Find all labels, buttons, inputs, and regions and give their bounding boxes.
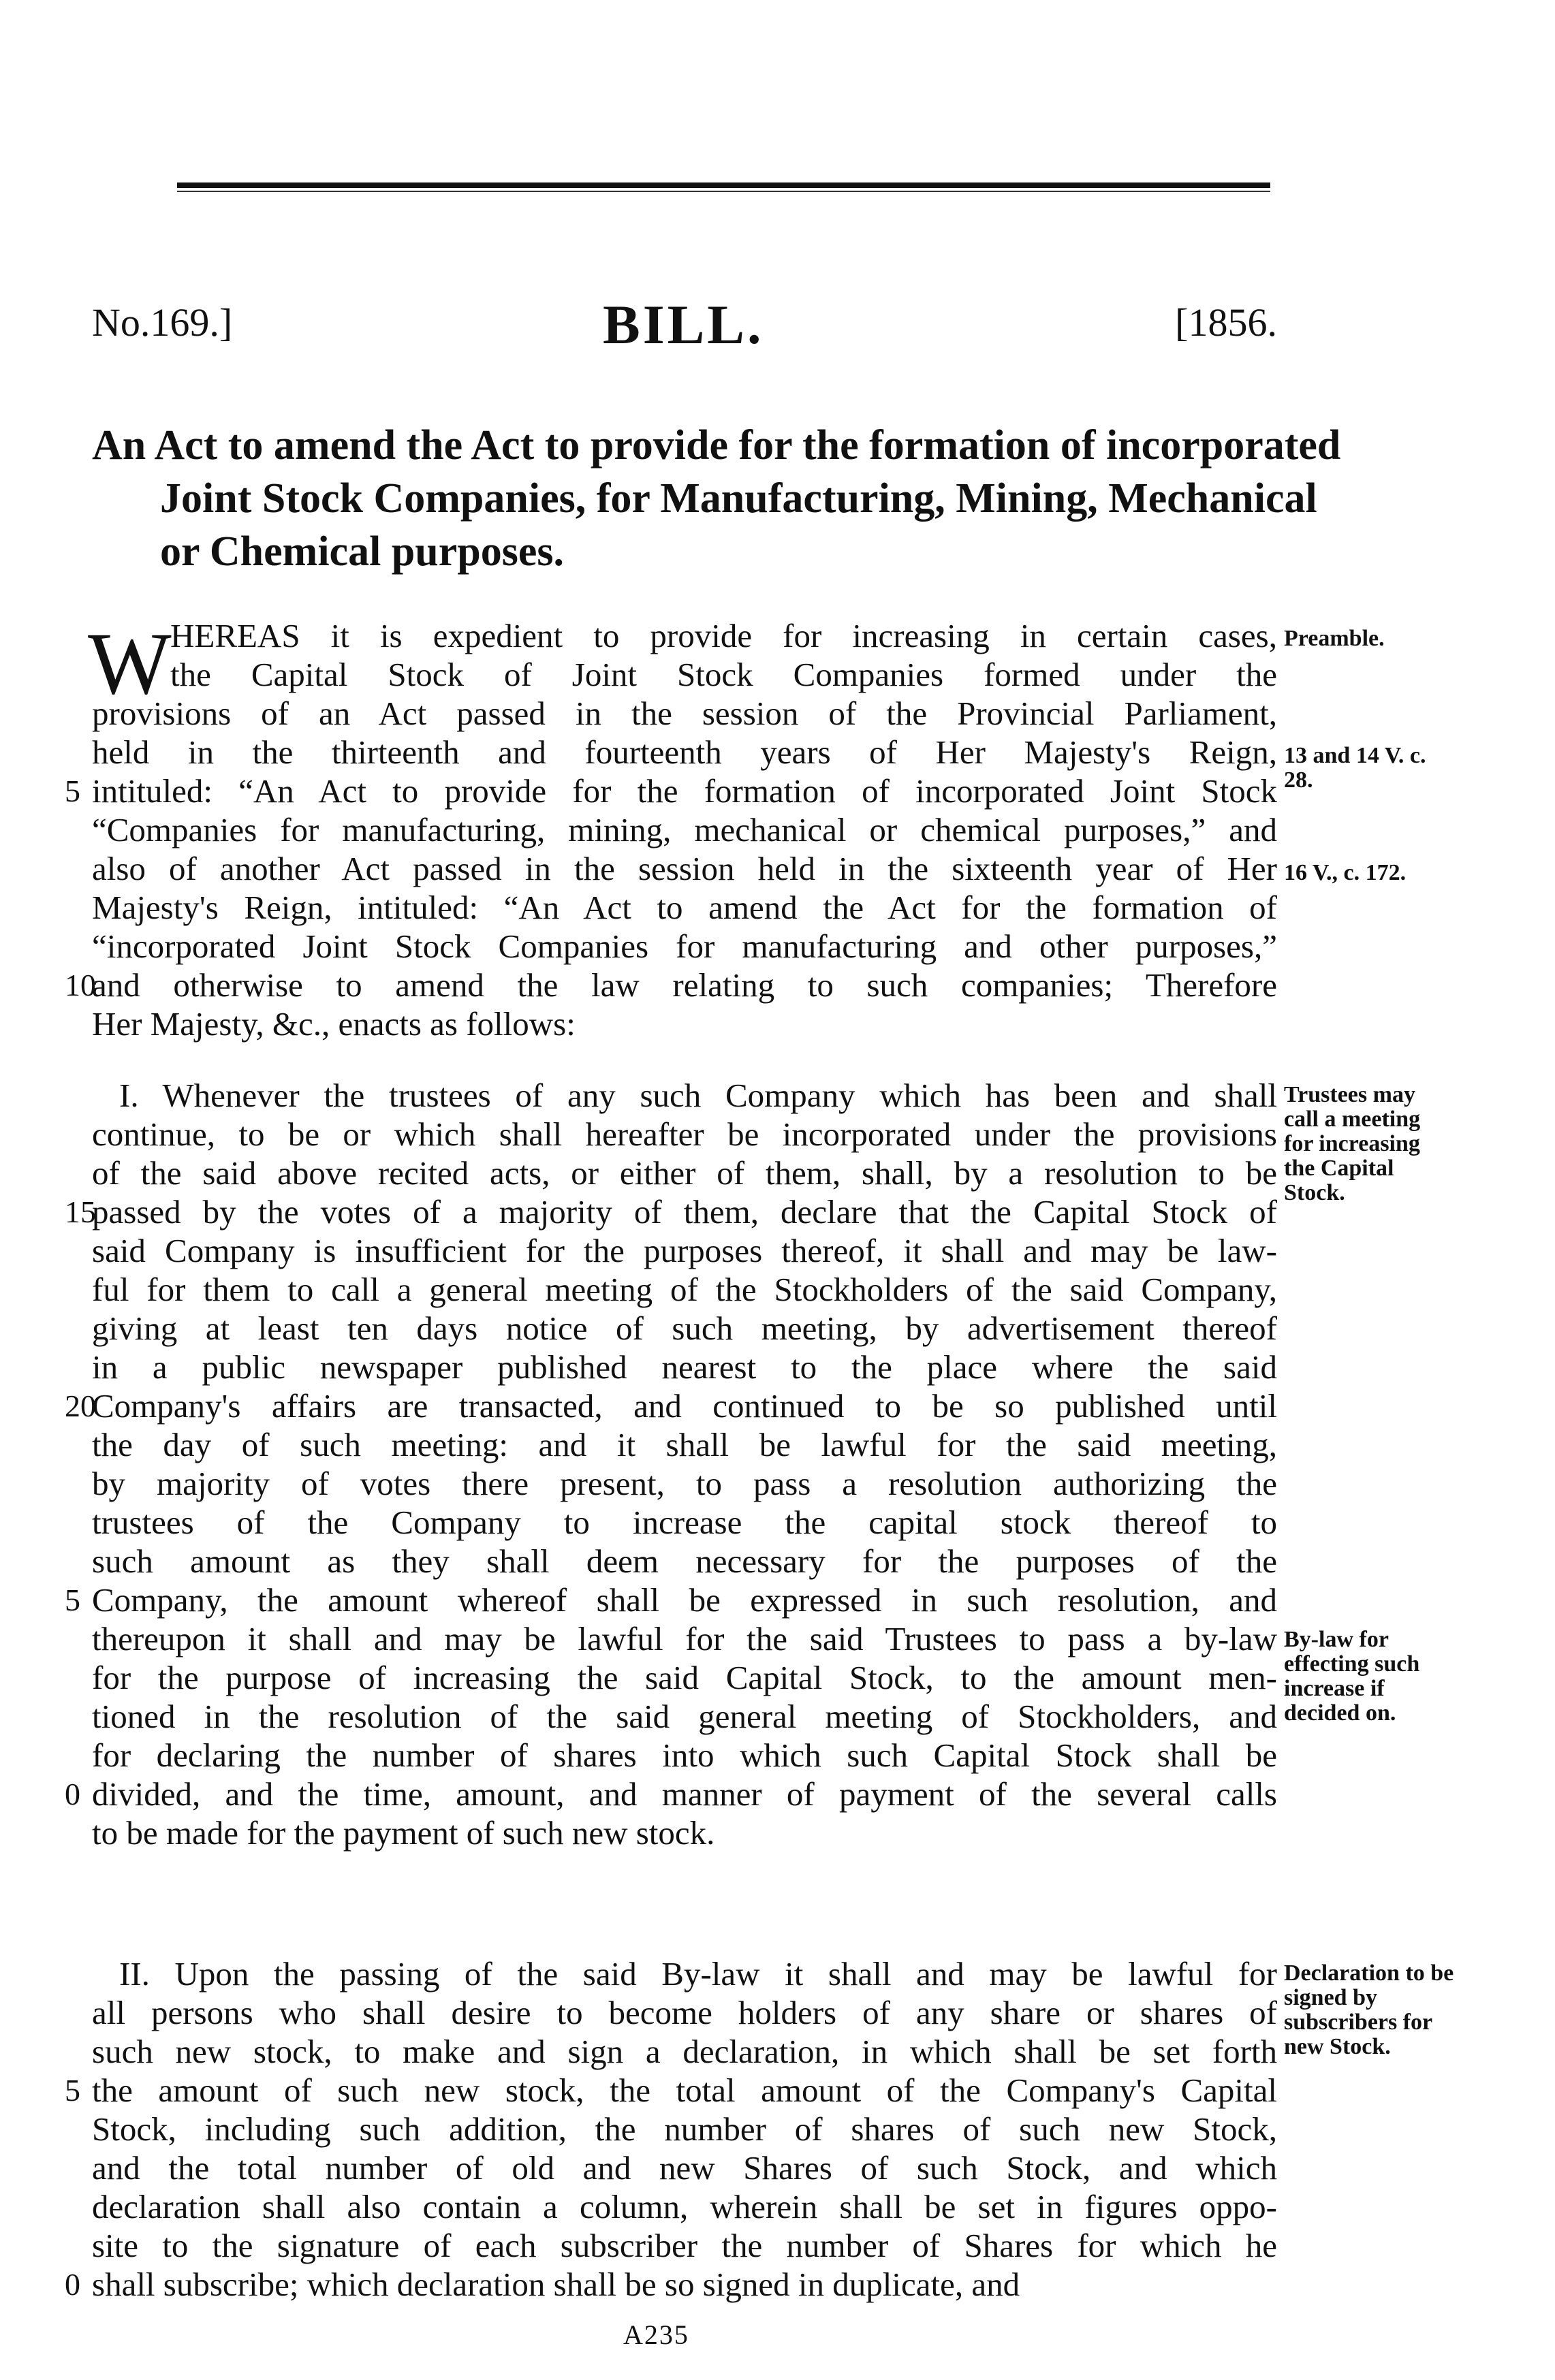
text-line: [65, 1192, 1277, 1231]
text-line: [65, 1775, 1277, 1813]
line-number: 0: [65, 1777, 80, 1811]
line-number: 5: [65, 2073, 80, 2108]
line-text: Company's affairs are transacted, and continued to be so published until: [92, 1387, 1277, 1425]
text-line: [92, 2187, 1277, 2226]
text-line: [65, 1581, 1277, 1619]
line-text: trustees of the Company to increase the capital stock thereof to: [92, 1504, 1277, 1541]
line-text: Her Majesty, &c., enacts as follows:: [92, 1005, 576, 1043]
text-line: [92, 2226, 1277, 2265]
line-text: I. Whenever the trustees of any such Company which has been and shall: [119, 1077, 1277, 1114]
line-text: “incorporated Joint Stock Companies for manufacturing and other purposes,”: [92, 927, 1277, 965]
text-line: [92, 1309, 1277, 1348]
line-number: 20: [65, 1389, 96, 1423]
line-text: for the purpose of increasing the said Capital Stock, to the amount men-: [92, 1659, 1277, 1696]
text-line: [65, 966, 1277, 1004]
line-text: all persons who shall desire to become holders of any share or shares of: [92, 1994, 1277, 2031]
text-line: [92, 733, 1277, 772]
text-line: [92, 694, 1277, 733]
margin-note-act-13-14: 13 and 14 V. c. 28.: [1284, 743, 1426, 793]
bill-label: BILL.: [603, 293, 764, 355]
line-number: 15: [65, 1194, 96, 1229]
margin-note-preamble: Preamble.: [1284, 626, 1385, 651]
text-line: [92, 655, 1277, 694]
line-text: Stock, including such addition, the number of shares of such new Stock,: [92, 2110, 1277, 2148]
line-text: passed by the votes of a majority of them, declare that the Capital Stock of: [92, 1193, 1277, 1231]
bill-year: [1856.: [1175, 300, 1277, 345]
text-line: [92, 1813, 1277, 1852]
section-1-block: [65, 1076, 1277, 1852]
margin-note-bylaw: By-law for effecting such increase if decided on.: [1284, 1627, 1420, 1726]
signature-mark: A235: [623, 2319, 689, 2350]
text-line: [92, 927, 1277, 966]
line-text: declaration shall also contain a column, wherein shall be set in figures oppo-: [92, 2188, 1277, 2225]
text-line: [92, 810, 1277, 849]
line-text: also of another Act passed in the session held in the sixteenth year of Her: [92, 850, 1277, 887]
line-text: for declaring the number of shares into which such Capital Stock shall be: [92, 1736, 1277, 1774]
line-text: “Companies for manufacturing, mining, mechanical or chemical purposes,” and: [92, 811, 1277, 848]
line-text: tioned in the resolution of the said general meeting of Stockholders, and: [92, 1698, 1277, 1735]
line-text: said Company is insufficient for the purposes thereof, it shall and may be law-: [92, 1232, 1277, 1269]
text-line: [92, 1231, 1277, 1270]
line-text: site to the signature of each subscriber the number of Shares for which he: [92, 2227, 1277, 2264]
line-text: the Capital Stock of Joint Stock Companies formed under the: [170, 656, 1277, 693]
text-line: [92, 1542, 1277, 1581]
line-text: shall subscribe; which declaration shall be so signed in duplicate, and: [92, 2266, 1020, 2303]
section-2-block: [65, 1954, 1277, 2304]
text-line: [92, 1115, 1277, 1154]
line-text: continue, to be or which shall hereafter be incorporated under the provisions: [92, 1115, 1277, 1153]
text-line: [92, 1348, 1277, 1386]
margin-note-act-16: 16 V., c. 172.: [1284, 860, 1407, 885]
text-line: [92, 616, 1277, 655]
text-line: [65, 772, 1277, 810]
bill-number: No.169.]: [92, 300, 233, 345]
text-line: [92, 2148, 1277, 2187]
text-line: [92, 2032, 1277, 2071]
text-line: [92, 1425, 1277, 1464]
line-text: the day of such meeting: and it shall be lawful for the said meeting,: [92, 1426, 1277, 1463]
dropcap: W: [88, 615, 172, 713]
line-text: to be made for the payment of such new stock.: [92, 1814, 715, 1852]
text-line: [92, 1697, 1277, 1736]
line-text: held in the thirteenth and fourteenth years of Her Majesty's Reign,: [92, 733, 1277, 771]
line-text: divided, and the time, amount, and manner of payment of the several calls: [92, 1775, 1277, 1813]
margin-note-declaration: Declaration to be signed by subscribers for new Stock.: [1284, 1961, 1454, 2059]
line-text: such amount as they shall deem necessary for the purposes of the: [92, 1542, 1277, 1580]
text-line: [92, 1993, 1277, 2032]
line-text: in a public newspaper published nearest to the place where the said: [92, 1348, 1277, 1386]
line-text: giving at least ten days notice of such meeting, by advertisement thereof: [92, 1310, 1277, 1347]
bill-header: [92, 293, 1277, 354]
line-text: such new stock, to make and sign a declaration, in which shall be set forth: [92, 2033, 1277, 2070]
text-line: [92, 849, 1277, 888]
text-line: [65, 2265, 1277, 2304]
line-number: 5: [65, 774, 80, 808]
line-number: 10: [65, 968, 96, 1002]
line-text: HEREAS it is expedient to provide for increasing in certain cases,: [170, 617, 1277, 654]
preamble-block: [65, 615, 1277, 1043]
text-line: [92, 1270, 1277, 1309]
text-line: [65, 1386, 1277, 1425]
line-text: and otherwise to amend the law relating to such companies; Therefore: [92, 966, 1277, 1004]
text-line: [92, 1004, 1277, 1043]
act-title: An Act to amend the Act to provide for the formation of incorporated Joint Stock Companies, for Manufacturing, Mining, Mechanical or Chemical purposes.: [92, 422, 1341, 575]
top-rule: [177, 183, 1270, 188]
line-text: II. Upon the passing of the said By-law it shall and may be lawful for: [119, 1955, 1277, 1993]
text-line: [92, 1736, 1277, 1775]
line-number: 0: [65, 2267, 80, 2302]
line-text: thereupon it shall and may be lawful for the said Trustees to pass a by-law: [92, 1620, 1277, 1657]
margin-note-trustees: Trustees may call a meeting for increasing the Capital Stock.: [1284, 1082, 1421, 1205]
line-text: by majority of votes there present, to pass a resolution authorizing the: [92, 1465, 1277, 1502]
line-text: ful for them to call a general meeting of the Stockholders of the said Company,: [92, 1271, 1277, 1308]
line-text: Company, the amount whereof shall be expressed in such resolution, and: [92, 1581, 1277, 1619]
text-line: [92, 888, 1277, 927]
text-line: [92, 1619, 1277, 1658]
line-text: of the said above recited acts, or either of them, shall, by a resolution to be: [92, 1154, 1277, 1192]
text-line: [65, 2071, 1277, 2110]
line-text: provisions of an Act passed in the session of the Provincial Parliament,: [92, 695, 1277, 732]
line-text: and the total number of old and new Shares of such Stock, and which: [92, 2149, 1277, 2187]
text-line: [92, 1503, 1277, 1542]
text-line: [92, 2110, 1277, 2148]
line-text: intituled: “An Act to provide for the formation of incorporated Joint Stock: [92, 772, 1277, 810]
text-line: [92, 1464, 1277, 1503]
text-line: [92, 1658, 1277, 1697]
text-line: [92, 1954, 1277, 1993]
text-line: [92, 1076, 1277, 1115]
line-text: Majesty's Reign, intituled: “An Act to amend the Act for the formation of: [92, 889, 1277, 926]
line-number: 5: [65, 1583, 80, 1617]
text-line: [92, 1154, 1277, 1192]
line-text: the amount of such new stock, the total amount of the Company's Capital: [92, 2072, 1277, 2109]
